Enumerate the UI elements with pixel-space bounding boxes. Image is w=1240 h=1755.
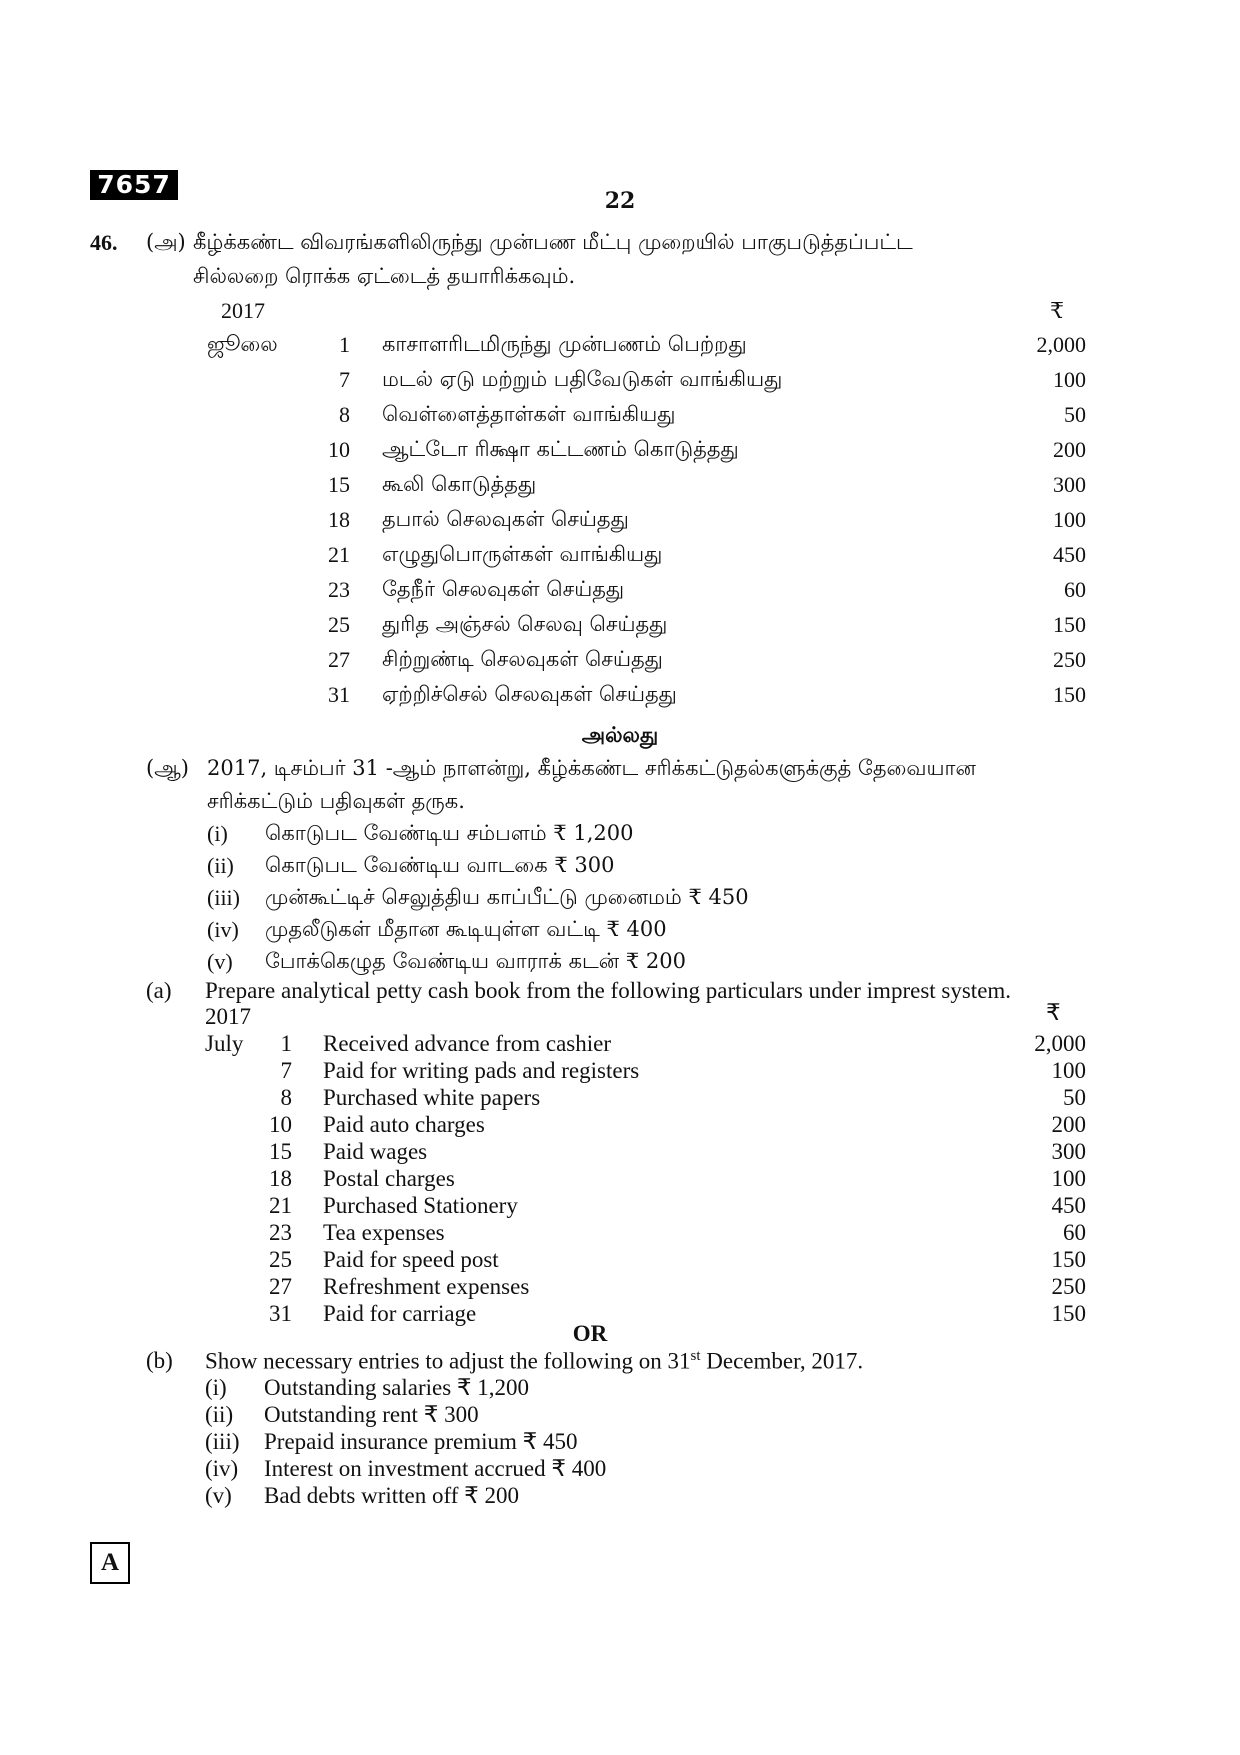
english-item-text: Outstanding salaries ₹ 1,200 xyxy=(264,1375,530,1400)
english-item-label: (ii) xyxy=(205,1402,234,1427)
english-entry-text: Purchased Stationery xyxy=(323,1193,518,1218)
tamil-entry-amount: 150 xyxy=(1053,612,1086,637)
tamil-entry-day: 25 xyxy=(328,612,350,637)
english-entry-amount: 100 xyxy=(1051,1058,1086,1083)
english-part-b-text-pre: Show necessary entries to adjust the following on 31 xyxy=(205,1348,691,1374)
tamil-item-label: (i) xyxy=(207,821,228,846)
english-entry-amount: 300 xyxy=(1051,1139,1086,1164)
tamil-entry-amount: 50 xyxy=(1064,402,1086,427)
english-entry-day: 25 xyxy=(269,1247,292,1272)
tamil-item-text: முதலீடுகள் மீதான கூடியுள்ள வட்டி ₹ 400 xyxy=(265,917,667,941)
tamil-item-label: (iii) xyxy=(207,885,240,910)
tamil-entry-day: 1 xyxy=(339,332,350,357)
english-part-b-text xyxy=(205,1348,863,1375)
english-part-b-text-post: December, 2017. xyxy=(700,1348,864,1374)
tamil-part-a-line2: சில்லறை ரொக்க ஏட்டைத் தயாரிக்கவும். xyxy=(193,264,576,288)
tamil-entry-day: 21 xyxy=(328,542,350,567)
english-entry-text: Refreshment expenses xyxy=(323,1274,530,1299)
english-entry-day: 21 xyxy=(269,1193,292,1218)
english-item-label: (v) xyxy=(205,1483,232,1508)
english-entry-text: Postal charges xyxy=(323,1166,455,1191)
english-entry-day: 1 xyxy=(280,1031,292,1056)
english-entry-amount: 100 xyxy=(1051,1166,1086,1191)
tamil-month: ஜூலை xyxy=(207,332,278,356)
english-entry-day: 7 xyxy=(280,1058,292,1083)
english-part-b-label: (b) xyxy=(146,1348,173,1373)
tamil-entry-text: ஏற்றிச்செல் செலவுகள் செய்தது xyxy=(382,682,677,706)
english-entry-text: Purchased white papers xyxy=(323,1085,541,1110)
tamil-part-a-label: (அ) xyxy=(146,230,186,254)
english-entry-amount: 60 xyxy=(1063,1220,1086,1245)
english-entry-amount: 150 xyxy=(1051,1301,1086,1326)
english-entry-day: 18 xyxy=(269,1166,292,1191)
tamil-entry-text: தேநீர் செலவுகள் செய்தது xyxy=(382,577,625,601)
english-entry-text: Paid for writing pads and registers xyxy=(323,1058,640,1083)
tamil-item-text: போக்கெழுத வேண்டிய வாராக் கடன் ₹ 200 xyxy=(265,949,686,973)
tamil-item-label: (v) xyxy=(207,949,233,974)
english-entry-text: Paid auto charges xyxy=(323,1112,485,1137)
english-item-text: Interest on investment accrued ₹ 400 xyxy=(264,1456,607,1481)
tamil-entry-text: ஆட்டோ ரிக்ஷா கட்டணம் கொடுத்தது xyxy=(382,437,739,461)
english-part-a-label: (a) xyxy=(146,978,172,1003)
english-entry-amount: 150 xyxy=(1051,1247,1086,1272)
series-letter-box: A xyxy=(90,1542,130,1584)
english-entry-day: 23 xyxy=(269,1220,292,1245)
tamil-currency-symbol: ₹ xyxy=(1050,298,1064,323)
english-item-text: Outstanding rent ₹ 300 xyxy=(264,1402,479,1427)
english-year: 2017 xyxy=(205,1004,251,1029)
tamil-item-label: (iv) xyxy=(207,917,239,942)
english-item-label: (iv) xyxy=(205,1456,239,1481)
tamil-entry-day: 15 xyxy=(328,472,350,497)
tamil-part-b-line2: சரிக்கட்டும் பதிவுகள் தருக. xyxy=(207,789,465,813)
tamil-item-text: கொடுபட வேண்டிய சம்பளம் ₹ 1,200 xyxy=(265,821,634,845)
tamil-entry-text: எழுதுபொருள்கள் வாங்கியது xyxy=(382,542,663,566)
tamil-entry-text: வெள்ளைத்தாள்கள் வாங்கியது xyxy=(382,402,676,426)
tamil-entry-amount: 250 xyxy=(1053,647,1086,672)
tamil-entry-text: சிற்றுண்டி செலவுகள் செய்தது xyxy=(382,647,663,671)
paper-code-badge: 7657 xyxy=(90,170,178,200)
tamil-entry-day: 18 xyxy=(328,507,350,532)
tamil-entry-text: காசாளரிடமிருந்து முன்பணம் பெற்றது xyxy=(382,332,747,356)
english-currency-symbol: ₹ xyxy=(1046,1000,1061,1025)
tamil-or-word: அல்லது xyxy=(581,722,659,747)
tamil-item-text: கொடுபட வேண்டிய வாடகை ₹ 300 xyxy=(265,853,615,877)
tamil-entry-day: 7 xyxy=(339,367,350,392)
english-entry-day: 31 xyxy=(269,1301,292,1326)
english-entry-text: Tea expenses xyxy=(323,1220,445,1245)
tamil-entry-amount: 60 xyxy=(1064,577,1086,602)
tamil-entry-amount: 100 xyxy=(1053,507,1086,532)
tamil-entry-text: மடல் ஏடு மற்றும் பதிவேடுகள் வாங்கியது xyxy=(382,367,783,391)
english-entry-amount: 450 xyxy=(1051,1193,1086,1218)
tamil-entry-amount: 150 xyxy=(1053,682,1086,707)
english-entry-day: 10 xyxy=(269,1112,292,1137)
english-entry-amount: 50 xyxy=(1063,1085,1086,1110)
tamil-entry-day: 23 xyxy=(328,577,350,602)
english-item-text: Bad debts written off ₹ 200 xyxy=(264,1483,520,1508)
english-part-a-text: Prepare analytical petty cash book from the following particulars under imprest system. xyxy=(205,978,1012,1003)
english-or-word: OR xyxy=(572,1321,608,1346)
english-item-label: (i) xyxy=(205,1375,227,1400)
tamil-item-text: முன்கூட்டிச் செலுத்திய காப்பீட்டு முனைமம் ₹ 450 xyxy=(265,885,749,909)
english-entry-amount: 2,000 xyxy=(1034,1031,1086,1056)
english-item-text: Prepaid insurance premium ₹ 450 xyxy=(264,1429,578,1454)
tamil-entry-day: 10 xyxy=(328,437,350,462)
tamil-part-b-line1: 2017, டிசம்பர் 31 -ஆம் நாளன்று, கீழ்க்கண்ட சரிக்கட்டுதல்களுக்குத் தேவையான xyxy=(207,756,976,780)
page-number: 22 xyxy=(604,188,636,214)
tamil-entry-text: தபால் செலவுகள் செய்தது xyxy=(382,507,629,531)
tamil-entry-day: 27 xyxy=(328,647,350,672)
tamil-entry-day: 31 xyxy=(328,682,350,707)
tamil-part-a-line1: கீழ்க்கண்ட விவரங்களிலிருந்து முன்பண மீட்பு முறையில் பாகுபடுத்தப்பட்ட xyxy=(193,230,913,254)
english-entry-day: 8 xyxy=(280,1085,292,1110)
english-entry-text: Paid wages xyxy=(323,1139,428,1164)
tamil-item-label: (ii) xyxy=(207,853,234,878)
english-entry-amount: 200 xyxy=(1051,1112,1086,1137)
english-entry-text: Paid for carriage xyxy=(323,1301,477,1326)
tamil-entry-amount: 450 xyxy=(1053,542,1086,567)
english-month: July xyxy=(205,1031,244,1056)
tamil-entry-text: கூலி கொடுத்தது xyxy=(382,472,537,496)
english-item-label: (iii) xyxy=(205,1429,240,1454)
tamil-entry-day: 8 xyxy=(339,402,350,427)
english-entry-day: 15 xyxy=(269,1139,292,1164)
tamil-year: 2017 xyxy=(221,298,265,323)
tamil-entry-amount: 200 xyxy=(1053,437,1086,462)
english-entry-text: Paid for speed post xyxy=(323,1247,499,1272)
question-number: 46. xyxy=(90,230,118,255)
english-part-b-superscript: st xyxy=(690,1348,701,1364)
english-entry-text: Received advance from cashier xyxy=(323,1031,611,1056)
tamil-entry-amount: 100 xyxy=(1053,367,1086,392)
tamil-entry-amount: 300 xyxy=(1053,472,1086,497)
tamil-entry-text: துரித அஞ்சல் செலவு செய்தது xyxy=(382,612,668,636)
english-entry-amount: 250 xyxy=(1051,1274,1086,1299)
tamil-part-b-label: (ஆ) xyxy=(146,756,189,780)
english-entry-day: 27 xyxy=(269,1274,292,1299)
tamil-entry-amount: 2,000 xyxy=(1036,332,1086,357)
